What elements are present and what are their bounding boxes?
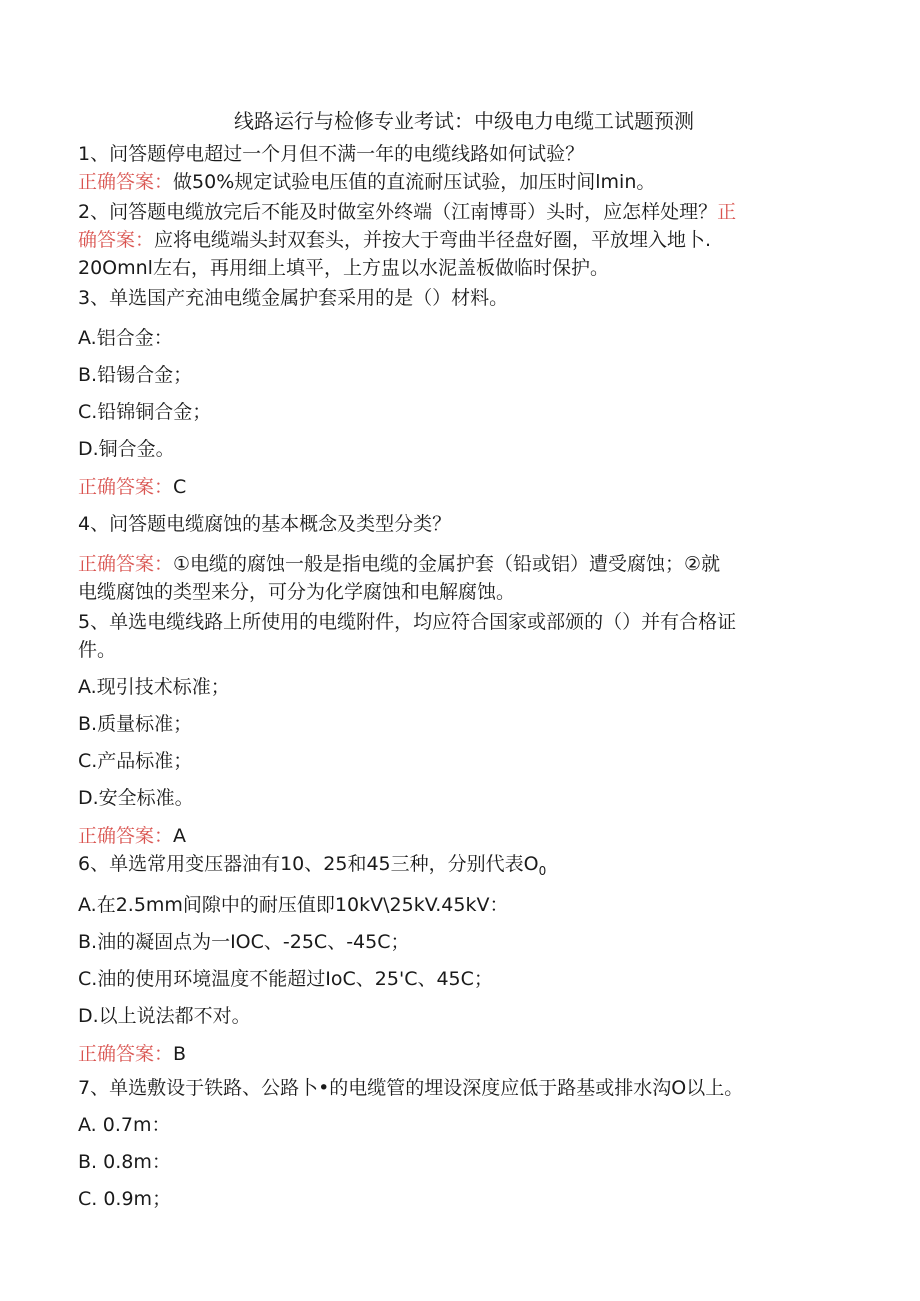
option: D.安全标准。 — [78, 787, 194, 809]
answer-4 — [78, 550, 830, 578]
option: B.铅锡合金； — [78, 364, 193, 386]
answer-2-line2: 20Omnl左右，再用细上填平，上方盅以水泥盖板做临时保护。 — [78, 257, 609, 279]
question-1: 1、问答题停电超过一个月但不满一年的电缆线路如何试验？ — [78, 143, 585, 165]
question-6-sub: 0 — [538, 863, 547, 878]
answer-label-part2: 确答案： — [78, 229, 155, 251]
option: D.铜合金。 — [78, 438, 175, 460]
answer-label-part1: 正 — [717, 201, 737, 223]
question-5-line2: 件。 — [78, 639, 117, 661]
document-page — [78, 106, 830, 1213]
question-6-text: 6、单选常用变压器油有10、25和45三种，分别代表O — [78, 853, 539, 875]
answer-label: 正确答案： — [78, 825, 174, 847]
answer-2 — [78, 226, 830, 254]
option: C.产品标准； — [78, 750, 193, 772]
question-7: 7、单选敷设于铁路、公路卜•的电缆管的埋设深度应低于路基或排水沟O以上。 — [78, 1076, 744, 1099]
option: C.铅锦铜合金； — [78, 401, 212, 423]
answer-label: 正确答案： — [78, 1042, 174, 1065]
answer-5 — [78, 822, 830, 850]
option: B. 0.8m： — [78, 1150, 171, 1173]
answer-label: 正确答案： — [78, 476, 174, 498]
question-6 — [78, 850, 830, 885]
question-3: 3、单选国产充油电缆金属护套采用的是（）材料。 — [78, 287, 509, 309]
answer-label: 正确答案： — [78, 171, 174, 193]
option: A.在2.5mm间隙中的耐压值即10kV\25kV.45kV： — [78, 893, 509, 916]
answer-6-value: B — [173, 1042, 187, 1065]
option: B.油的凝固点为一IOC、-25C、-45C； — [78, 930, 410, 953]
option: A.现引技术标准； — [78, 676, 230, 698]
option: C.油的使用环境温度不能超过IoC、25'C、45C； — [78, 967, 493, 990]
answer-3 — [78, 473, 830, 501]
question-4: 4、问答题电缆腐蚀的基本概念及类型分类？ — [78, 513, 452, 535]
option: B.质量标准； — [78, 713, 193, 735]
answer-5-value: A — [173, 825, 187, 847]
answer-3-value: C — [173, 476, 187, 498]
answer-1-text: 做50%规定试验电压值的直流耐压试验，加压时间lmin。 — [173, 171, 656, 193]
option: A.铝合金： — [78, 327, 173, 349]
answer-2-line1: 应将电缆端头封双套头，并按大于弯曲半径盘好圈，平放埋入地卜. — [154, 229, 712, 251]
document-title: 线路运行与检修专业考试：中级电力电缆工试题预测 — [234, 109, 694, 133]
answer-1 — [78, 168, 830, 196]
option: D.以上说法都不对。 — [78, 1004, 251, 1027]
answer-4-line1: ①电缆的腐蚀一般是指电缆的金属护套（铅或铝）遭受腐蚀；②就 — [173, 553, 721, 575]
option: C. 0.9m； — [78, 1187, 172, 1210]
question-5: 5、单选电缆线路上所使用的电缆附件，均应符合国家或部颁的（）并有合格证 — [78, 611, 737, 633]
question-2 — [78, 198, 830, 226]
answer-4-line2: 电缆腐蚀的类型来分，可分为化学腐蚀和电解腐蚀。 — [78, 581, 516, 603]
answer-label: 正确答案： — [78, 553, 174, 575]
answer-6 — [78, 1040, 830, 1068]
question-2-text: 2、问答题电缆放完后不能及时做室外终端（江南博哥）头时，应怎样处理？ — [78, 201, 718, 223]
option: A. 0.7m： — [78, 1113, 171, 1136]
